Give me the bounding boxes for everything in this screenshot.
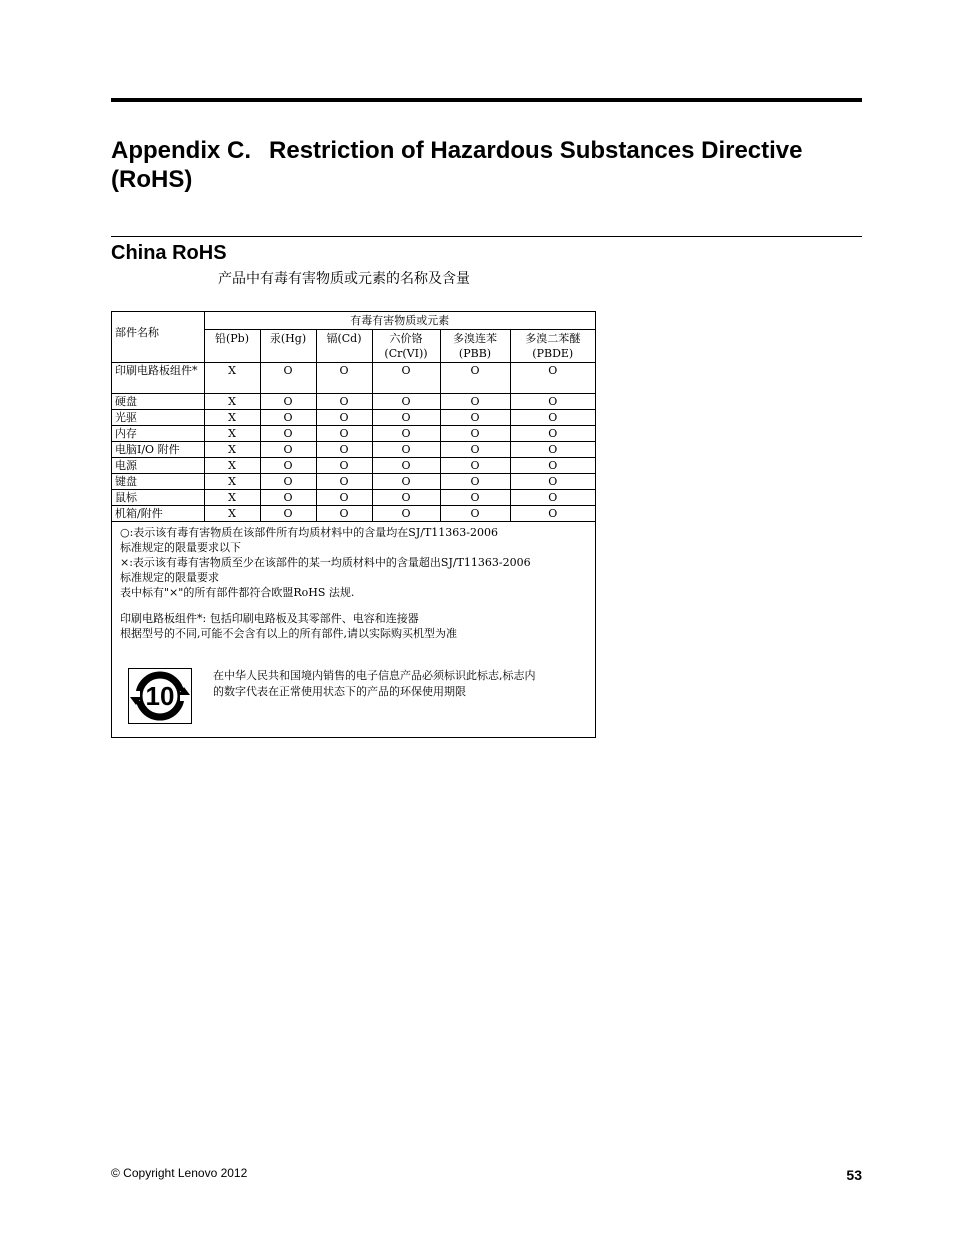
value-cell: O <box>260 363 316 394</box>
value-cell: O <box>510 458 595 474</box>
value-cell: X <box>204 474 260 490</box>
value-cell: O <box>260 506 316 522</box>
table-body <box>112 363 595 522</box>
value-cell: O <box>372 442 440 458</box>
epup-description <box>213 668 593 700</box>
substance-symbol: (PBB) <box>458 347 492 360</box>
table-row <box>112 506 595 522</box>
value-cell: O <box>372 426 440 442</box>
value-cell: O <box>440 426 510 442</box>
value-cell: O <box>260 394 316 410</box>
value-cell: X <box>204 394 260 410</box>
part-name-cell: 内存 <box>112 426 204 442</box>
value-cell: O <box>440 394 510 410</box>
part-name-cell: 电脑I/O 附件 <box>112 442 204 458</box>
note-x-line1: ×:表示该有毒有害物质至少在该部件的某一均质材料中的含量超出SJ/T11363-2006 <box>120 556 531 569</box>
value-cell: X <box>204 506 260 522</box>
substance-name: 铅(Pb) <box>214 332 250 345</box>
value-cell: O <box>316 410 372 426</box>
value-cell: X <box>204 363 260 394</box>
value-cell: O <box>316 442 372 458</box>
part-name-cell: 光驱 <box>112 410 204 426</box>
value-cell: O <box>440 490 510 506</box>
value-cell: O <box>372 394 440 410</box>
value-cell: O <box>372 363 440 394</box>
epup-text-line2: 的数字代表在正常使用状态下的产品的环保使用期限 <box>213 685 466 698</box>
substance-header-5 <box>510 330 595 363</box>
value-cell: O <box>316 490 372 506</box>
epup-text-line1: 在中华人民共和国境内销售的电子信息产品必须标识此标志,标志内 <box>213 669 536 682</box>
part-name-cell: 硬盘 <box>112 394 204 410</box>
section-rule <box>111 236 862 237</box>
table-notes <box>112 522 595 641</box>
note-o-line1: ○:表示该有毒有害物质在该部件所有均质材料中的含量均在SJ/T11363-2006 <box>120 526 498 539</box>
value-cell: O <box>260 426 316 442</box>
table-row <box>112 363 595 394</box>
chapter-title-text: Restriction of Hazardous Substances Directive (RoHS) <box>111 137 803 193</box>
value-cell: O <box>440 410 510 426</box>
value-cell: X <box>204 458 260 474</box>
note-rohs: 表中标有"×"的所有部件都符合欧盟RoHS 法规. <box>120 586 355 599</box>
table-row <box>112 410 595 426</box>
value-cell: O <box>316 363 372 394</box>
table-row <box>112 394 595 410</box>
value-cell: O <box>510 506 595 522</box>
note-o-line2: 标准规定的限量要求以下 <box>120 541 241 554</box>
value-cell: O <box>440 458 510 474</box>
value-cell: O <box>260 474 316 490</box>
substance-symbol: (PBDE) <box>532 347 574 360</box>
substance-symbol: (Cr(VI)) <box>384 347 428 360</box>
substance-header-0 <box>204 330 260 363</box>
value-cell: O <box>510 474 595 490</box>
rohs-table-box <box>111 311 596 738</box>
note-model: 根据型号的不同,可能不会含有以上的所有部件,请以实际购买机型为准 <box>120 627 457 640</box>
value-cell: O <box>372 410 440 426</box>
substance-name: 汞(Hg) <box>269 332 307 345</box>
section-title: China RoHS <box>111 242 227 264</box>
chapter-label: Appendix C. <box>111 137 252 164</box>
value-cell: O <box>372 474 440 490</box>
table-caption: 产品中有毒有害物质或元素的名称及含量 <box>218 271 470 287</box>
value-cell: O <box>316 426 372 442</box>
table-row <box>112 426 595 442</box>
substance-header-1 <box>260 330 316 363</box>
value-cell: O <box>260 410 316 426</box>
value-cell: O <box>316 394 372 410</box>
value-cell: O <box>316 458 372 474</box>
value-cell: O <box>316 474 372 490</box>
value-cell: O <box>440 363 510 394</box>
part-name-cell: 键盘 <box>112 474 204 490</box>
value-cell: O <box>316 506 372 522</box>
value-cell: O <box>260 442 316 458</box>
page-number: 53 <box>846 1167 862 1183</box>
chapter-title <box>111 136 862 194</box>
rohs-table <box>112 312 595 522</box>
table-row <box>112 458 595 474</box>
part-name-cell: 鼠标 <box>112 490 204 506</box>
substance-header-3 <box>372 330 440 363</box>
epup-logo <box>128 668 192 724</box>
copyright: © Copyright Lenovo 2012 <box>111 1166 248 1180</box>
value-cell: O <box>372 506 440 522</box>
substance-name: 镉(Cd) <box>326 332 362 345</box>
value-cell: O <box>440 474 510 490</box>
epup-number: 10 <box>145 681 175 711</box>
value-cell: O <box>260 490 316 506</box>
value-cell: O <box>510 363 595 394</box>
top-rule <box>111 98 862 102</box>
value-cell: O <box>372 490 440 506</box>
substance-header-2 <box>316 330 372 363</box>
table-header-row <box>112 312 595 330</box>
substance-group-header: 有毒有害物质或元素 <box>204 312 595 330</box>
value-cell: O <box>510 490 595 506</box>
table-row <box>112 490 595 506</box>
part-name-cell: 电源 <box>112 458 204 474</box>
value-cell: X <box>204 490 260 506</box>
value-cell: O <box>440 506 510 522</box>
note-x-line2: 标准规定的限量要求 <box>120 571 219 584</box>
substance-name: 六价铬 <box>389 332 423 345</box>
value-cell: O <box>440 442 510 458</box>
recycle-period-icon <box>129 669 191 723</box>
substance-name: 多溴连苯 <box>453 332 497 345</box>
value-cell: O <box>510 394 595 410</box>
value-cell: X <box>204 426 260 442</box>
value-cell: O <box>510 426 595 442</box>
value-cell: O <box>510 442 595 458</box>
value-cell: X <box>204 410 260 426</box>
value-cell: O <box>260 458 316 474</box>
substance-name: 多溴二苯醚 <box>525 332 581 345</box>
value-cell: O <box>372 458 440 474</box>
part-name-cell: 机箱/附件 <box>112 506 204 522</box>
part-name-cell: 印刷电路板组件* <box>112 363 204 394</box>
part-name-header: 部件名称 <box>112 312 204 363</box>
value-cell: X <box>204 442 260 458</box>
table-row <box>112 442 595 458</box>
substance-header-4 <box>440 330 510 363</box>
value-cell: O <box>510 410 595 426</box>
note-pcb: 印刷电路板组件*: 包括印刷电路板及其零部件、电容和连接器 <box>120 612 419 625</box>
table-row <box>112 474 595 490</box>
